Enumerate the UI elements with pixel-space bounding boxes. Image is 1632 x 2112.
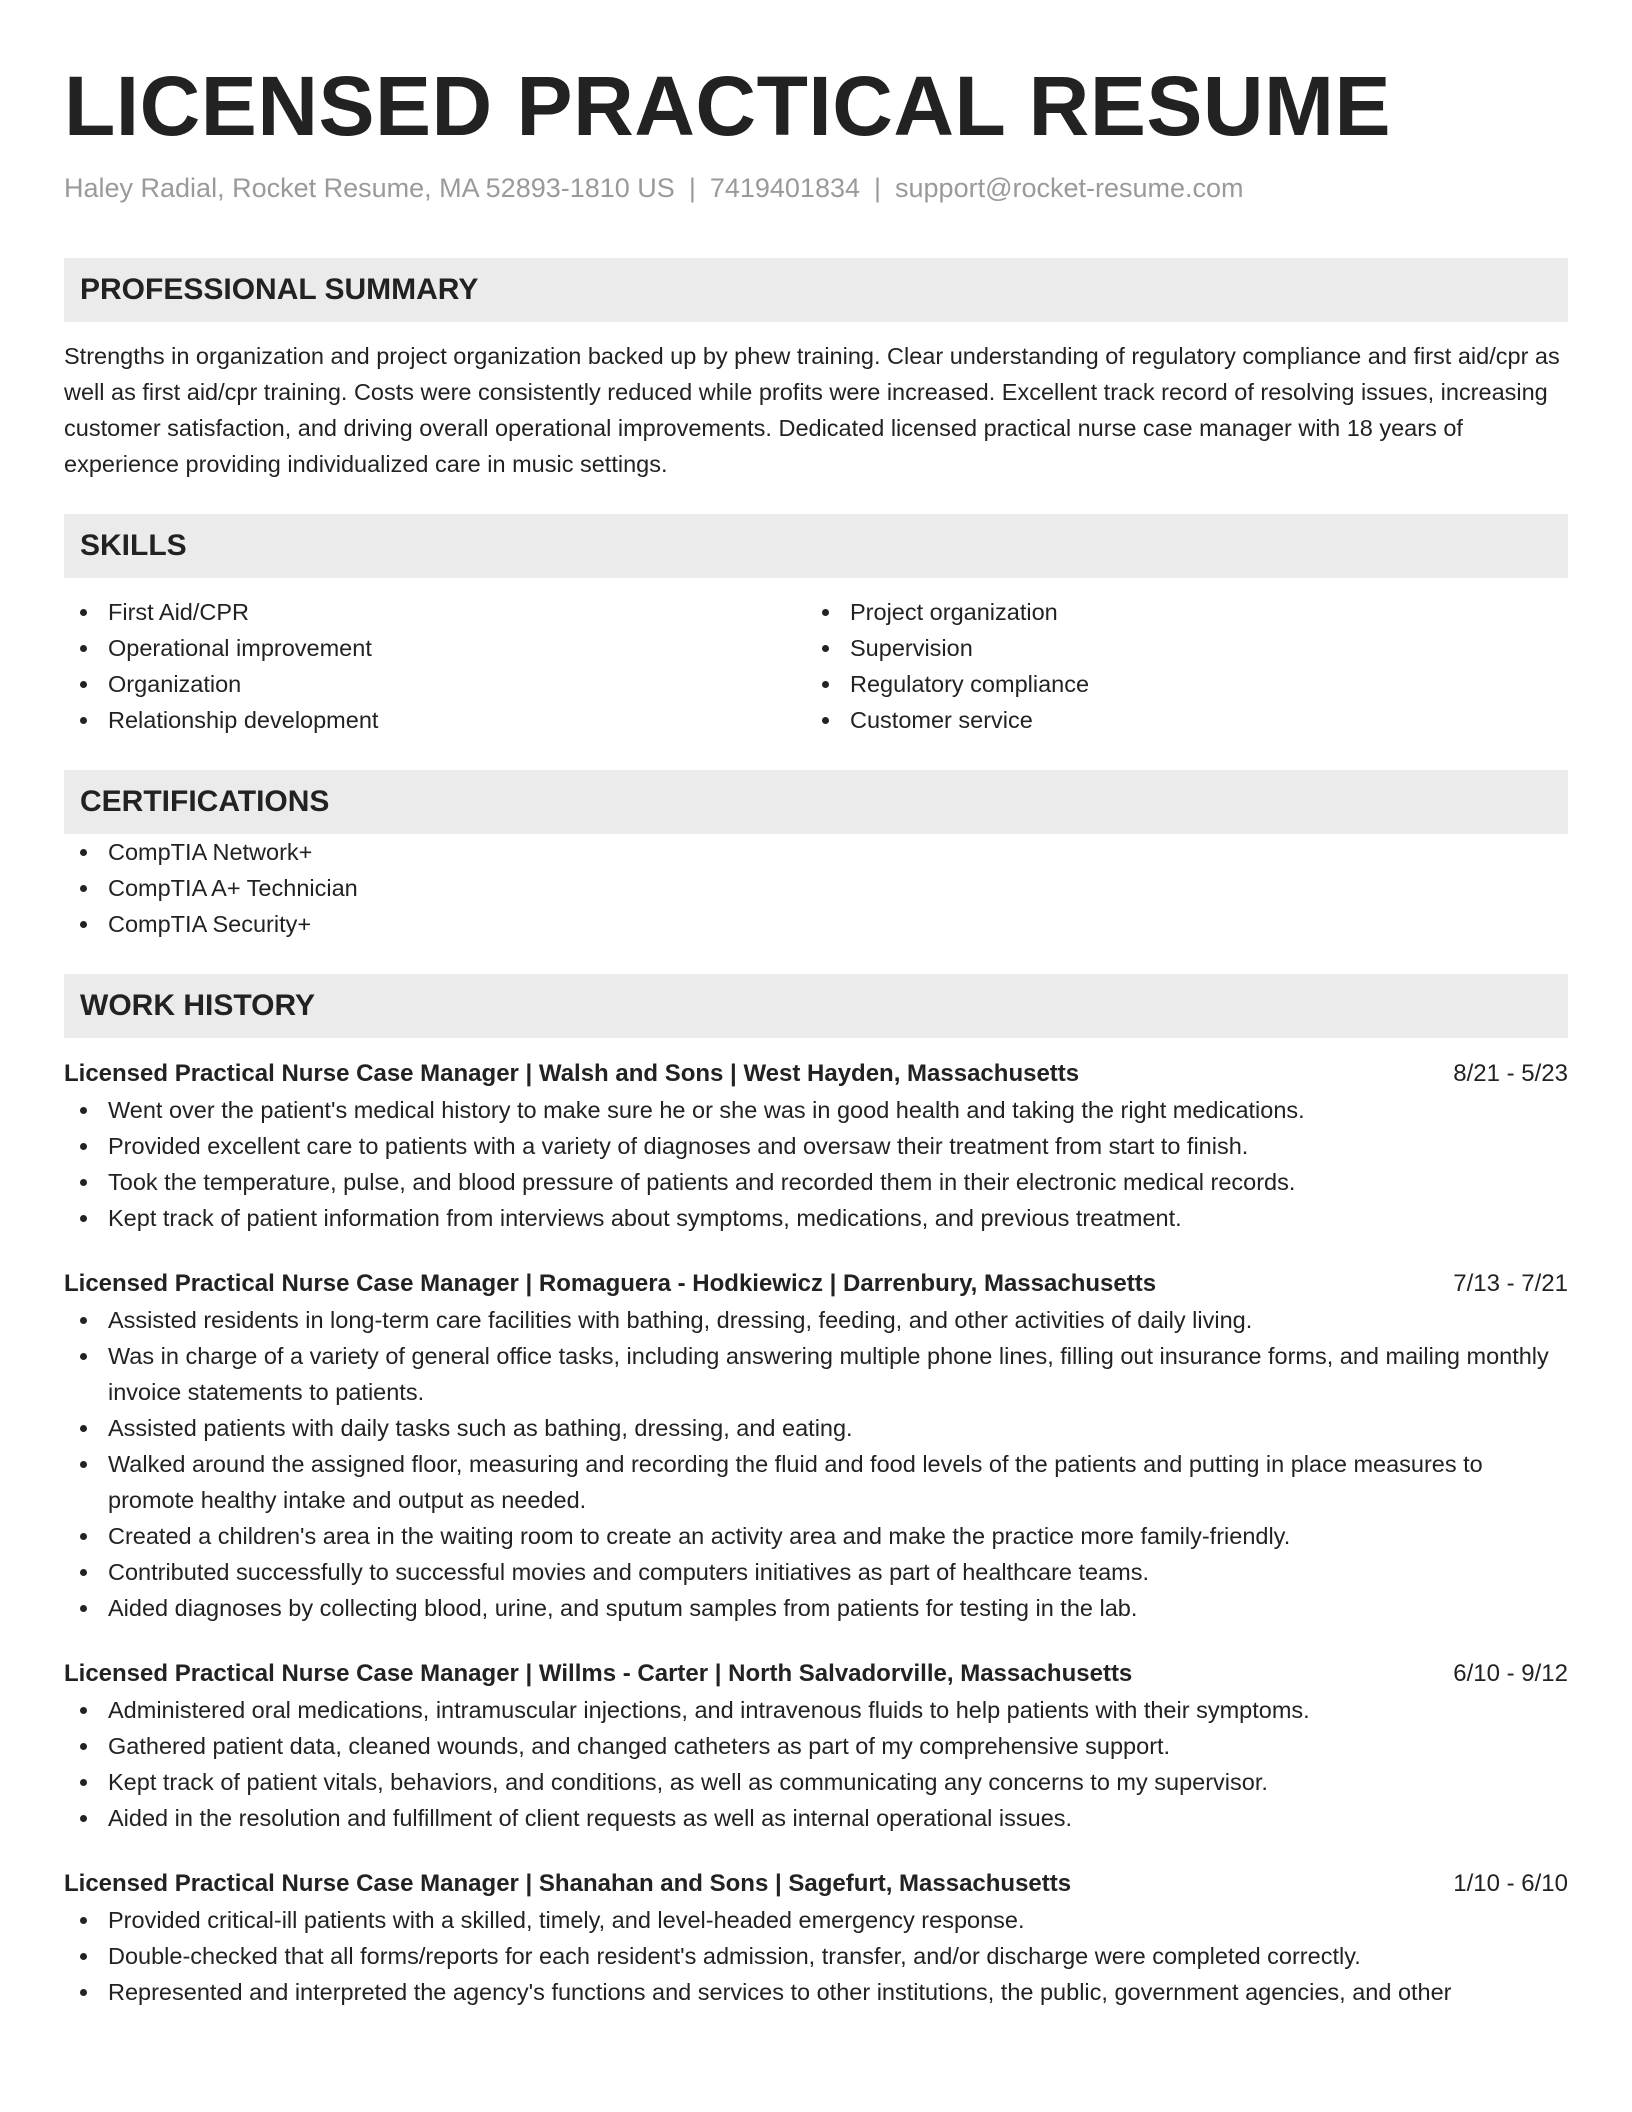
job-bullet: Provided excellent care to patients with a variety of diagnoses and oversaw their treatment from start to finish. bbox=[64, 1128, 1568, 1164]
certifications-list bbox=[64, 834, 1568, 942]
job-bullet: Administered oral medications, intramuscular injections, and intravenous fluids to help patients with their symptoms. bbox=[64, 1692, 1568, 1728]
job-title: Licensed Practical Nurse Case Manager | Walsh and Sons | West Hayden, Massachusetts bbox=[64, 1060, 1080, 1087]
skill-item: Regulatory compliance bbox=[806, 666, 1548, 702]
skill-item: Operational improvement bbox=[64, 630, 806, 666]
job-dates: 1/10 - 6/10 bbox=[1453, 1870, 1568, 1897]
job-bullet: Kept track of patient information from interviews about symptoms, medications, and previous treatment. bbox=[64, 1200, 1568, 1236]
certification-item: CompTIA Security+ bbox=[64, 906, 1568, 942]
job-bullet: Assisted patients with daily tasks such as bathing, dressing, and eating. bbox=[64, 1410, 1568, 1446]
contact-address: Haley Radial, Rocket Resume, MA 52893-1810 US bbox=[64, 173, 675, 203]
job-bullet: Took the temperature, pulse, and blood pressure of patients and recorded them in their electronic medical records. bbox=[64, 1164, 1568, 1200]
skills-grid bbox=[64, 594, 1568, 738]
job-bullet-list bbox=[64, 1692, 1568, 1836]
skill-item: Project organization bbox=[806, 594, 1548, 630]
contact-separator: | bbox=[688, 173, 696, 203]
job-bullet-list bbox=[64, 1302, 1568, 1626]
skill-item: Customer service bbox=[806, 702, 1548, 738]
section-header-certifications: CERTIFICATIONS bbox=[64, 770, 1568, 834]
job-entry bbox=[64, 1266, 1568, 1626]
job-bullet: Created a children's area in the waiting room to create an activity area and make the practice more family-friendly. bbox=[64, 1518, 1568, 1554]
job-title: Licensed Practical Nurse Case Manager | Romaguera - Hodkiewicz | Darrenbury, Massachusetts bbox=[64, 1270, 1157, 1297]
contact-line bbox=[64, 170, 1568, 206]
skill-item: Relationship development bbox=[64, 702, 806, 738]
job-bullet: Assisted residents in long-term care facilities with bathing, dressing, feeding, and other activities of daily living. bbox=[64, 1302, 1568, 1338]
job-header bbox=[64, 1656, 1568, 1692]
job-bullet: Double-checked that all forms/reports for each resident's admission, transfer, and/or discharge were completed correctly. bbox=[64, 1938, 1568, 1974]
job-bullet: Kept track of patient vitals, behaviors, and conditions, as well as communicating any concerns to my supervisor. bbox=[64, 1764, 1568, 1800]
job-bullet: Aided in the resolution and fulfillment of client requests as well as internal operational issues. bbox=[64, 1800, 1568, 1836]
section-header-work-history: WORK HISTORY bbox=[64, 974, 1568, 1038]
job-header bbox=[64, 1866, 1568, 1902]
job-header bbox=[64, 1056, 1568, 1092]
job-dates: 7/13 - 7/21 bbox=[1453, 1270, 1568, 1297]
job-entry bbox=[64, 1866, 1568, 2010]
certification-item: CompTIA A+ Technician bbox=[64, 870, 1568, 906]
job-bullet: Went over the patient's medical history to make sure he or she was in good health and taking the right medications. bbox=[64, 1092, 1568, 1128]
job-dates: 8/21 - 5/23 bbox=[1453, 1060, 1568, 1087]
skill-item: Organization bbox=[64, 666, 806, 702]
section-header-skills: SKILLS bbox=[64, 514, 1568, 578]
job-bullet: Gathered patient data, cleaned wounds, and changed catheters as part of my comprehensive support. bbox=[64, 1728, 1568, 1764]
job-bullet: Represented and interpreted the agency's functions and services to other institutions, the public, government agencies, and other bbox=[64, 1974, 1568, 2010]
skills-column-right bbox=[806, 594, 1548, 738]
summary-text: Strengths in organization and project organization backed up by phew training. Clear understanding of regulatory compliance and first aid/cpr as well as first aid/cpr training. Costs were consistently reduced while profits were increased. Excellent track record of resolving issues, increasing customer satisfaction, and driving overall operational improvements. Dedicated licensed practical nurse case manager with 18 years of experience providing individualized care in music settings. bbox=[64, 343, 1560, 477]
job-bullet: Was in charge of a variety of general office tasks, including answering multiple phone lines, filling out insurance forms, and mailing monthly invoice statements to patients. bbox=[64, 1338, 1568, 1410]
job-bullet-list bbox=[64, 1902, 1568, 2010]
job-bullet: Contributed successfully to successful movies and computers initiatives as part of healthcare teams. bbox=[64, 1554, 1568, 1590]
job-entry bbox=[64, 1656, 1568, 1836]
job-bullet: Provided critical-ill patients with a skilled, timely, and level-headed emergency response. bbox=[64, 1902, 1568, 1938]
job-dates: 6/10 - 9/12 bbox=[1453, 1660, 1568, 1687]
skill-item: First Aid/CPR bbox=[64, 594, 806, 630]
section-header-summary: PROFESSIONAL SUMMARY bbox=[64, 258, 1568, 322]
resume-title: LICENSED PRACTICAL RESUME bbox=[64, 59, 1392, 153]
resume-page bbox=[64, 0, 1568, 2010]
job-bullet-list bbox=[64, 1092, 1568, 1236]
contact-separator: | bbox=[874, 173, 882, 203]
contact-email: support@rocket-resume.com bbox=[895, 173, 1244, 203]
job-entry bbox=[64, 1056, 1568, 1236]
job-bullet: Aided diagnoses by collecting blood, urine, and sputum samples from patients for testing in the lab. bbox=[64, 1590, 1568, 1626]
job-bullet: Walked around the assigned floor, measuring and recording the fluid and food levels of the patients and putting in place measures to promote healthy intake and output as needed. bbox=[64, 1446, 1568, 1518]
certification-item: CompTIA Network+ bbox=[64, 834, 1568, 870]
skills-column-left bbox=[64, 594, 806, 738]
job-title: Licensed Practical Nurse Case Manager | Shanahan and Sons | Sagefurt, Massachusetts bbox=[64, 1870, 1072, 1897]
contact-phone: 7419401834 bbox=[709, 173, 860, 203]
job-title: Licensed Practical Nurse Case Manager | Willms - Carter | North Salvadorville, Massachusetts bbox=[64, 1660, 1133, 1687]
job-header bbox=[64, 1266, 1568, 1302]
skill-item: Supervision bbox=[806, 630, 1548, 666]
